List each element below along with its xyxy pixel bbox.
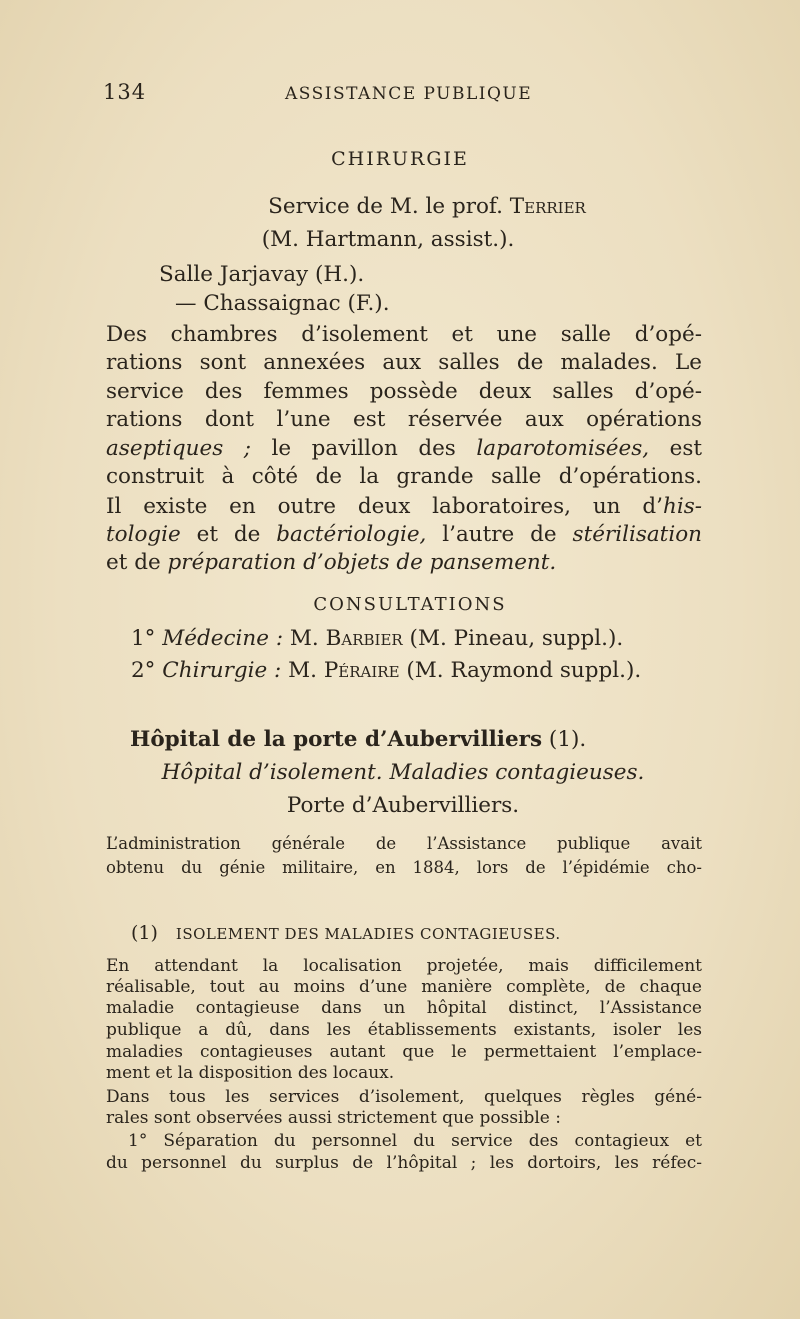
text: le pavillon des [251,436,477,461]
footnote-line: maladie contagieuse dans un hôpital distinct, l’Assistance [106,998,702,1018]
italic-text: bactériologie, [276,522,427,547]
paragraph-line: rations dont l’une est réservée aux opérations [106,407,702,432]
paragraph-line: L’administration générale de l’Assistance publique avait [106,834,702,853]
footnote-line: du personnel du surplus de l’hôpital ; les dortoirs, les réfec- [106,1153,702,1173]
footnote-line: ment et la disposition des locaux. [106,1063,395,1083]
consultation-medecine [131,626,623,651]
consultation-chirurgie [131,658,641,683]
paragraph-line: construit à côté de la grande salle d’opérations. [106,464,702,489]
assistant-line: (M. Hartmann, assist.). [261,227,515,252]
text: 1° [131,626,163,651]
salle-jarjavay: Salle Jarjavay (H.). [159,262,365,287]
text: 2° [131,658,163,683]
footnote-line: publique a dû, dans les établissements existants, isoler les [106,1020,702,1040]
hospital-address: Porte d’Aubervilliers. [286,793,520,818]
italic-text: aseptiques ; [106,436,251,461]
doctor-name: Péraire [323,658,400,683]
paragraph-line [106,436,702,461]
paragraph-line: rations sont annexées aux salles de malades. Le [106,350,702,375]
text: l’autre de [426,522,573,547]
service-name: Terrier [509,194,586,219]
paragraph-line [106,550,556,575]
italic-text: Médecine : [162,626,284,651]
text: est [649,436,702,461]
footnote-line: Dans tous les services d’isolement, quelques règles géné- [106,1087,702,1107]
section-heading-consultations: CONSULTATIONS [313,594,507,615]
hospital-title [130,727,586,752]
footnote-marker: (1) [131,922,158,944]
section-heading-chirurgie: CHIRURGIE [331,148,469,170]
running-title: ASSISTANCE PUBLIQUE [285,84,533,104]
paragraph-line [106,494,702,519]
text: Il existe en outre deux laboratoires, un d’ [106,494,663,519]
text: M. [283,626,326,651]
salle-chassaignac: — Chassaignac (F.). [175,291,390,316]
paragraph-line: service des femmes possède deux salles d’opé- [106,379,702,404]
paragraph-line: obtenu du génie militaire, en 1884, lors de l’épidémie cho- [106,858,702,877]
hospital-subtitle: Hôpital d’isolement. Maladies contagieuses. [161,760,645,785]
hospital-name: Hôpital de la porte d’Aubervilliers [130,727,543,752]
footnote-line: rales sont observées aussi strictement que possible : [106,1108,561,1128]
italic-text: laparotomisées, [476,436,650,461]
footnote-line: réalisable, tout au moins d’une manière complète, de chaque [106,977,702,997]
footnote-line: maladies contagieuses autant que le permettaient l’emplace- [106,1042,702,1062]
italic-text: tologie [106,522,181,547]
paragraph-line: Des chambres d’isolement et une salle d’opé- [106,322,702,347]
footnote-ref: (1). [542,727,587,752]
footnote-line: En attendant la localisation projetée, mais difficilement [106,956,702,976]
text: (M. Raymond suppl.). [399,658,642,683]
footnote-line: 1° Séparation du personnel du service des contagieux et [128,1131,702,1151]
page-number: 134 [103,80,147,104]
text: et de [106,550,168,575]
service-line [27,194,800,219]
footnote-heading [131,922,561,944]
italic-text: préparation d’objets de pansement. [167,550,557,575]
text: M. [281,658,324,683]
text: et de [180,522,277,547]
doctor-name: Barbier [325,626,403,651]
italic-text: his- [662,494,702,519]
footnote-title: ISOLEMENT DES MALADIES CONTAGIEUSES. [175,925,561,943]
italic-text: stérilisation [572,522,702,547]
service-prefix: Service de M. le prof. [268,194,510,219]
italic-text: Chirurgie : [162,658,282,683]
paragraph-line [106,522,702,547]
text: (M. Pineau, suppl.). [402,626,624,651]
